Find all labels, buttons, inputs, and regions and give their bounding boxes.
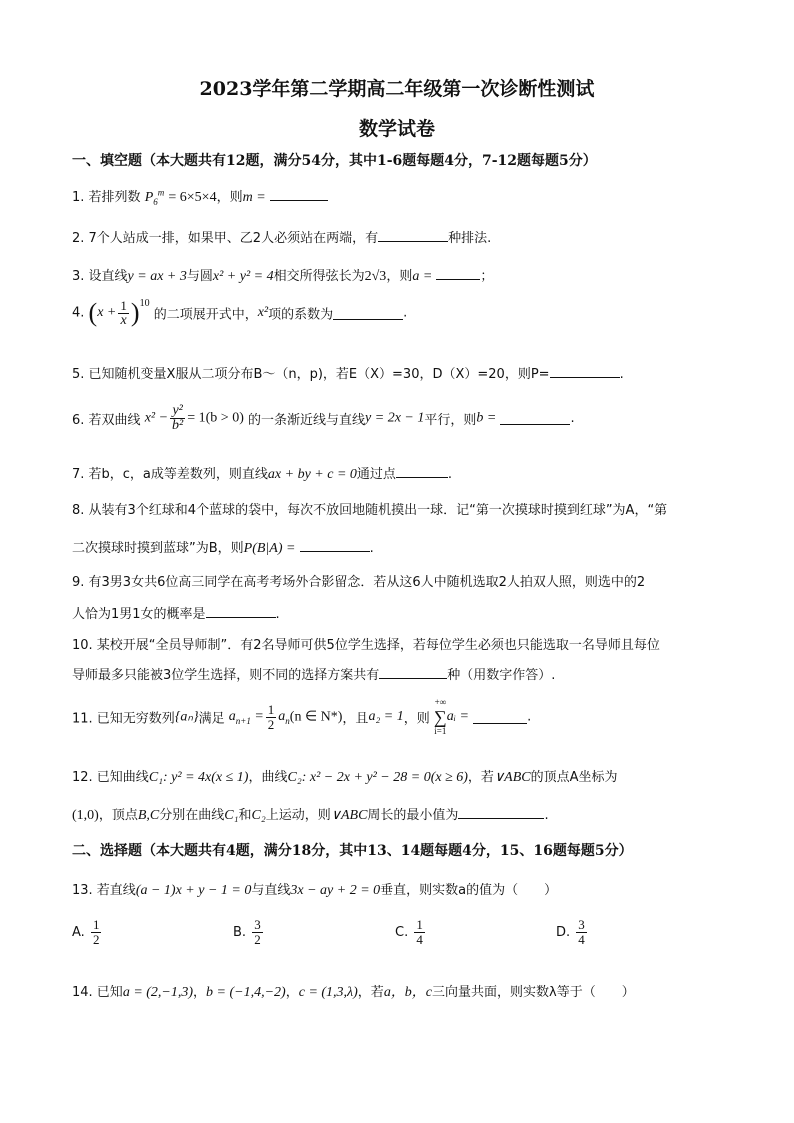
question-6 [72, 404, 575, 433]
q11-answer-blank[interactable] [473, 711, 527, 724]
exam-subtitle: 数学试卷 [358, 118, 435, 140]
q1-expr: = 6×5×4 [168, 190, 217, 205]
q2-tail: 种排法. [448, 231, 492, 246]
q3-text: 3. 设直线 [72, 269, 128, 284]
question-14: 14. 已知a = (2,−1,3)，b = (−1,4,−2)，c = (1,3,λ)，若a，b，c三向量共面，则实数λ等于（ ） [72, 985, 635, 1000]
q11-tail: . [527, 709, 532, 725]
question-3 [72, 265, 493, 285]
q4-power: 10 [139, 298, 150, 309]
question-9-line-2 [72, 603, 280, 622]
option-label: C. [395, 925, 409, 940]
q14-tail: 三向量共面，则实数λ等于（ ） [432, 985, 635, 1000]
q5-answer-blank[interactable] [550, 365, 620, 378]
q3-answer-blank[interactable] [436, 267, 480, 280]
q1-text: 1. 若排列数 [72, 190, 141, 205]
exam-title: 2023学年第二学期高二年级第一次诊断性测试 [199, 78, 595, 100]
option-label: D. [556, 925, 571, 940]
q12-mid2: ，若 [467, 770, 494, 785]
q11-sum-bottom: i=1 [434, 726, 447, 736]
option-fraction [252, 918, 263, 947]
q10-text: 导师最多只能被3位学生选择，则不同的选择方案共有 [72, 668, 380, 683]
q13-tail: 垂直，则实数a的值为（ ） [380, 883, 558, 898]
q11-recurrence-rhs: $a_n$ [278, 708, 290, 726]
q6-line-eq: y = 2x − 1 [365, 410, 425, 426]
question-13 [72, 879, 557, 899]
option-numerator: 1 [92, 917, 100, 932]
q13-line-1: (a − 1)x + y − 1 = 0 [135, 883, 252, 898]
q11-fraction: $\frac{1}{2}$ [267, 701, 275, 732]
q6-text: 6. 若双曲线 [72, 413, 141, 428]
q13-mid: 与直线 [251, 883, 291, 898]
q13-option-c[interactable] [395, 918, 427, 947]
option-label: A. [72, 925, 85, 940]
q7-answer-blank[interactable] [396, 465, 448, 478]
q12-mid: ，曲线 [248, 770, 288, 785]
q6-answer-blank[interactable] [500, 412, 570, 425]
question-8-line-2 [72, 537, 374, 557]
option-denominator: 2 [92, 932, 100, 947]
q4-term: x² [257, 305, 269, 320]
q6-hyperbola-x: x² − [144, 410, 169, 426]
question-10-line-2 [72, 664, 555, 683]
q14-text: 14. 已知 [72, 985, 123, 1000]
q14-vector-b: b = (−1,4,−2) [206, 985, 286, 1000]
q11-seq: {aₙ} [174, 709, 199, 725]
q12-l2c: 上运动，则 [265, 808, 331, 823]
q6-mid: 的一条渐近线与直线 [248, 413, 366, 428]
q12-curve-2: C₂: x² − 2x + y² − 28 = 0(x ≥ 6) [287, 770, 468, 785]
q9-tail: . [275, 607, 280, 622]
question-8-line-1: 8. 从装有3个红球和4个蓝球的袋中，每次不放回地随机摸出一球．记“第一次摸球时摸到红球”为A，“第 [72, 503, 668, 518]
q14-vector-c: c = (1,3,λ) [298, 985, 358, 1000]
q8-prob: P(B|A) = [243, 541, 296, 556]
q4-text2: 项的系数为 [268, 307, 334, 323]
q8-tail: . [369, 541, 374, 556]
q3-mid3: ，则 [386, 269, 413, 284]
q3-circle-eq: x² + y² = 4 [212, 269, 274, 284]
section-2-heading: 二、选择题（本大题共有4题，满分18分，其中13、14题每题4分，15、16题每题5分） [72, 843, 633, 859]
q12-tail: . [544, 808, 549, 823]
q2-answer-blank[interactable] [378, 229, 448, 242]
q14-mid: ，若 [357, 985, 384, 1000]
q14-vector-list: a，b，c [383, 985, 433, 1000]
q8-answer-blank[interactable] [300, 539, 370, 552]
q13-option-b[interactable] [233, 918, 265, 947]
q1-var: m = [242, 190, 266, 205]
q6-fraction: $\frac{\text{y²}}{\text{b²}}$ [172, 403, 184, 433]
q11-mid3: ，则 [403, 711, 430, 727]
q11-sum-top: +∞ [434, 697, 447, 707]
q12-l2b: 分别在曲线 [159, 808, 225, 823]
q1-permutation: $P_6^m$ [144, 187, 165, 207]
question-7 [72, 463, 452, 483]
q11-a2: a₂ = 1 [368, 709, 404, 724]
question-4 [72, 298, 407, 328]
q12-l2d: 周长的最小值为 [367, 808, 459, 823]
question-12-line-2 [72, 804, 549, 824]
q3-chord: 2√3 [364, 269, 387, 284]
q11-mid: 满足 [198, 711, 225, 727]
option-label: B. [233, 925, 247, 940]
option-denominator: 4 [578, 932, 585, 947]
q12-c2: C₂ [251, 808, 266, 823]
q11-recurrence-cond: (n ∈ N*) [289, 709, 343, 725]
q6-tail: . [570, 411, 575, 426]
q13-line-2: 3x − ay + 2 = 0 [290, 883, 381, 898]
q2-text: 2. 7个人站成一排，如果甲、乙2人必须站在两端，有 [72, 231, 379, 246]
q6-condition: = 1(b > 0) [187, 410, 244, 426]
q3-line-eq: y = ax + 3 [127, 269, 187, 284]
q13-option-a[interactable] [72, 918, 103, 947]
q5-tail: . [619, 367, 624, 382]
q11-sum-term: aᵢ = [446, 709, 469, 724]
q4-open-paren: ( [88, 298, 98, 327]
option-fraction [576, 918, 587, 947]
q3-mid1: 与圆 [186, 269, 213, 284]
option-numerator: 3 [254, 917, 261, 932]
q12-l2a: ，顶点 [98, 808, 138, 823]
q14-vector-a: a = (2,−1,3) [122, 985, 194, 1000]
q3-var: a = [412, 269, 433, 284]
q8-text: 二次摸球时摸到蓝球”为B，则 [72, 541, 244, 556]
q11-mid2: ，且 [342, 711, 369, 727]
section-1-heading: 一、填空题（本大题共有12题，满分54分，其中1-6题每题4分，7-12题每题5分） [72, 153, 597, 169]
q12-c1: C₁ [224, 808, 239, 823]
q7-line-eq: ax + by + c = 0 [267, 467, 357, 482]
question-9-line-1: 9. 有3男3女共6位高三同学在高考考场外合影留念．若从这6人中随机选取2人拍双人照，则选中的2 [72, 575, 646, 590]
q4-close-paren: ) [130, 298, 140, 327]
q4-answer-blank[interactable] [333, 307, 403, 320]
q6-mid2: 平行，则 [424, 413, 477, 428]
q5-text: 5. 已知随机变量X服从二项分布B～（n，p)，若E（X）=30，D（X）=20，则P= [72, 367, 550, 382]
question-5 [72, 363, 624, 382]
q7-text: 7. 若b，c，a成等差数列，则直线 [72, 467, 268, 482]
q12-triangle-2: ∨ABC [330, 808, 368, 823]
q13-text: 13. 若直线 [72, 883, 136, 898]
q11-recurrence-lhs: $a_{n+1}$ = [228, 708, 264, 726]
q9-text: 人恰为1男1女的概率是 [72, 607, 206, 622]
question-1 [72, 186, 328, 207]
q12-triangle: ∨ABC [493, 770, 531, 785]
q4-number: 4. [72, 305, 85, 321]
q9-answer-blank[interactable] [206, 605, 276, 618]
q4-fraction: $\frac{1}{x}$ [120, 297, 127, 328]
option-denominator: 2 [254, 932, 261, 947]
q7-tail: . [447, 467, 453, 482]
q3-tail: ； [480, 269, 494, 284]
q1-answer-blank[interactable] [270, 188, 328, 201]
option-fraction [414, 918, 425, 947]
q10-answer-blank[interactable] [379, 666, 447, 679]
question-11 [72, 697, 531, 737]
q7-mid: 通过点 [356, 467, 396, 482]
question-2 [72, 227, 491, 246]
q12-and: 和 [238, 808, 252, 823]
q12-answer-blank[interactable] [458, 806, 544, 819]
q3-mid2: 相交所得弦长为 [273, 269, 365, 284]
q11-sum-symbol: +∞ ∑ i=1 [433, 697, 447, 736]
q4-text: 的二项展开式中， [153, 307, 258, 323]
q12-bc: B,C [137, 808, 160, 823]
q12-text: 12. 已知曲线 [72, 770, 149, 785]
q12-tail1: 的顶点A坐标为 [530, 770, 618, 785]
q11-text: 11. 已知无穷数列 [72, 711, 175, 727]
question-10-line-1: 10. 某校开展“全员导师制”．有2名导师可供5位学生选择，若每位学生必须也只能选取一名导师且每位 [72, 638, 660, 653]
option-denominator: 4 [416, 932, 423, 947]
q4-x: x + [97, 305, 117, 320]
q10-tail: 种（用数字作答）. [447, 668, 556, 683]
q12-point: (1,0) [72, 808, 99, 823]
option-fraction [91, 918, 102, 947]
q6-var: b = [476, 410, 497, 426]
option-numerator: 1 [416, 917, 423, 932]
question-12-line-1 [72, 766, 618, 786]
q4-tail: . [403, 305, 408, 321]
q1-mid: ，则 [216, 190, 243, 205]
option-numerator: 3 [578, 917, 585, 932]
q13-option-d[interactable] [556, 918, 589, 947]
q12-curve-1: C₁: y² = 4x(x ≤ 1) [148, 770, 249, 785]
